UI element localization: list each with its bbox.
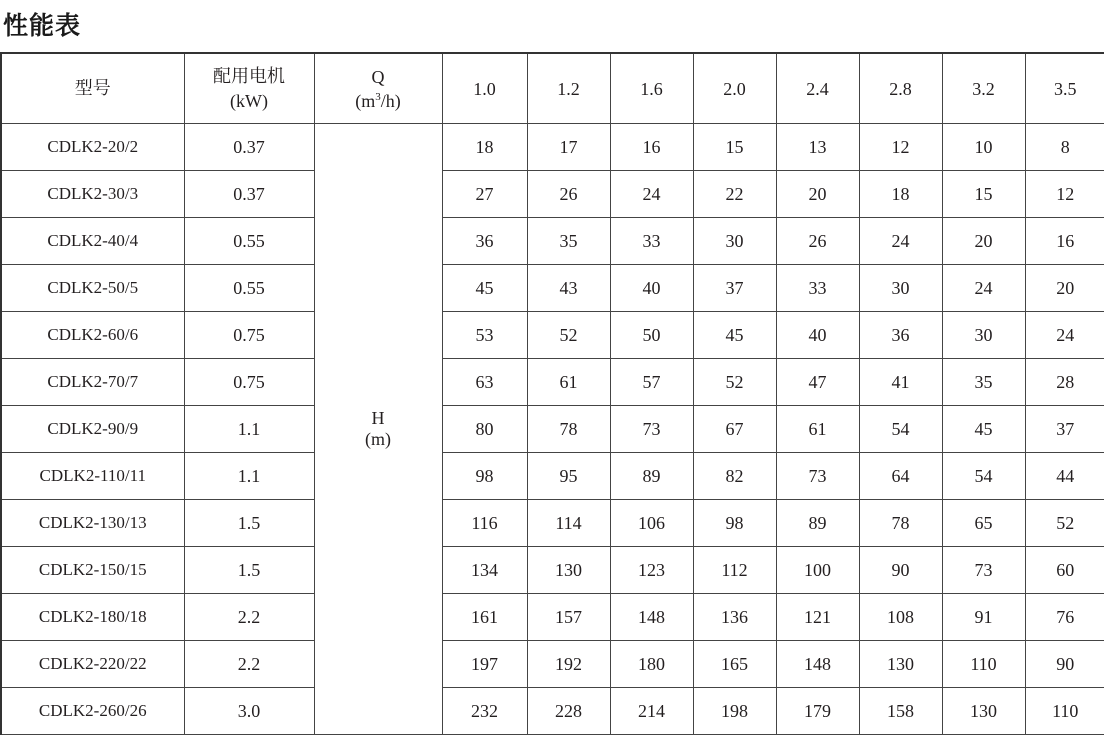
- head-value-cell: 89: [776, 500, 859, 547]
- head-value-cell: 130: [527, 547, 610, 594]
- table-row: [1, 312, 1104, 359]
- performance-table: [0, 52, 1104, 735]
- header-flow-value: 1.2: [527, 53, 610, 124]
- head-value-cell: 12: [1025, 171, 1104, 218]
- head-value-cell: 90: [859, 547, 942, 594]
- motor-power-cell: 0.55: [184, 218, 314, 265]
- head-value-cell: 37: [1025, 406, 1104, 453]
- head-value-cell: 130: [859, 641, 942, 688]
- motor-power-cell: 0.37: [184, 124, 314, 171]
- head-value-cell: 60: [1025, 547, 1104, 594]
- head-value-cell: 36: [442, 218, 527, 265]
- head-value-cell: 82: [693, 453, 776, 500]
- head-value-cell: 50: [610, 312, 693, 359]
- head-value-cell: 24: [859, 218, 942, 265]
- head-value-cell: 16: [610, 124, 693, 171]
- head-value-cell: 47: [776, 359, 859, 406]
- head-value-cell: 114: [527, 500, 610, 547]
- header-flow-value: 3.5: [1025, 53, 1104, 124]
- head-value-cell: 73: [776, 453, 859, 500]
- head-value-cell: 78: [859, 500, 942, 547]
- header-flow-unit: $(m^3/h)$: [355, 90, 401, 111]
- header-motor-unit: (kW): [230, 90, 268, 111]
- model-cell: CDLK2-150/15: [1, 547, 184, 594]
- head-value-cell: 64: [859, 453, 942, 500]
- motor-power-cell: 0.75: [184, 312, 314, 359]
- head-value-cell: 8: [1025, 124, 1104, 171]
- head-value-cell: 27: [442, 171, 527, 218]
- head-value-cell: 54: [942, 453, 1025, 500]
- header-motor-power: [184, 53, 314, 124]
- header-flow-symbol: Q: [371, 66, 385, 87]
- head-value-cell: 45: [942, 406, 1025, 453]
- head-value-cell: 37: [693, 265, 776, 312]
- head-value-cell: 20: [942, 218, 1025, 265]
- head-value-cell: 57: [610, 359, 693, 406]
- head-value-cell: 106: [610, 500, 693, 547]
- header-flow-value: 3.2: [942, 53, 1025, 124]
- head-value-cell: 98: [693, 500, 776, 547]
- head-value-cell: 36: [859, 312, 942, 359]
- table-row: [1, 547, 1104, 594]
- head-value-cell: 44: [1025, 453, 1104, 500]
- head-value-cell: 76: [1025, 594, 1104, 641]
- head-value-cell: 121: [776, 594, 859, 641]
- model-cell: CDLK2-90/9: [1, 406, 184, 453]
- head-value-cell: 20: [776, 171, 859, 218]
- table-row: [1, 406, 1104, 453]
- head-value-cell: 24: [610, 171, 693, 218]
- motor-power-cell: 1.5: [184, 547, 314, 594]
- head-value-cell: 110: [1025, 688, 1104, 735]
- head-value-cell: 148: [610, 594, 693, 641]
- head-value-cell: 179: [776, 688, 859, 735]
- table-row: [1, 124, 1104, 171]
- head-value-cell: 18: [442, 124, 527, 171]
- head-value-cell: 26: [527, 171, 610, 218]
- header-flow: [314, 53, 442, 124]
- head-value-cell: 136: [693, 594, 776, 641]
- table-row: [1, 688, 1104, 735]
- motor-power-cell: 3.0: [184, 688, 314, 735]
- head-value-cell: 180: [610, 641, 693, 688]
- head-value-cell: 78: [527, 406, 610, 453]
- motor-power-cell: 0.55: [184, 265, 314, 312]
- head-value-cell: 10: [942, 124, 1025, 171]
- model-cell: CDLK2-260/26: [1, 688, 184, 735]
- head-value-cell: 100: [776, 547, 859, 594]
- head-value-cell: 98: [442, 453, 527, 500]
- table-row: [1, 265, 1104, 312]
- table-row: [1, 218, 1104, 265]
- head-value-cell: 12: [859, 124, 942, 171]
- head-value-cell: 53: [442, 312, 527, 359]
- head-value-cell: 54: [859, 406, 942, 453]
- head-value-cell: 33: [610, 218, 693, 265]
- model-cell: CDLK2-110/11: [1, 453, 184, 500]
- head-value-cell: 130: [942, 688, 1025, 735]
- head-value-cell: 30: [859, 265, 942, 312]
- table-row: [1, 641, 1104, 688]
- head-value-cell: 28: [1025, 359, 1104, 406]
- header-flow-value: 1.6: [610, 53, 693, 124]
- model-cell: CDLK2-40/4: [1, 218, 184, 265]
- table-row: [1, 453, 1104, 500]
- head-value-cell: 161: [442, 594, 527, 641]
- head-value-cell: 112: [693, 547, 776, 594]
- head-value-cell: 15: [942, 171, 1025, 218]
- head-value-cell: 134: [442, 547, 527, 594]
- header-row: [1, 53, 1104, 124]
- head-value-cell: 214: [610, 688, 693, 735]
- head-value-cell: 61: [776, 406, 859, 453]
- table-row: [1, 359, 1104, 406]
- head-value-cell: 18: [859, 171, 942, 218]
- model-cell: CDLK2-60/6: [1, 312, 184, 359]
- head-value-cell: 61: [527, 359, 610, 406]
- motor-power-cell: 0.75: [184, 359, 314, 406]
- model-cell: CDLK2-180/18: [1, 594, 184, 641]
- header-flow-value: 2.8: [859, 53, 942, 124]
- head-value-cell: 13: [776, 124, 859, 171]
- head-value-cell: 165: [693, 641, 776, 688]
- head-value-cell: 148: [776, 641, 859, 688]
- header-motor-label: 配用电机: [213, 65, 285, 87]
- head-value-cell: 89: [610, 453, 693, 500]
- model-cell: CDLK2-130/13: [1, 500, 184, 547]
- header-flow-value: 1.0: [442, 53, 527, 124]
- head-value-cell: 95: [527, 453, 610, 500]
- page-title: 性能表: [3, 11, 82, 40]
- head-value-cell: 17: [527, 124, 610, 171]
- motor-power-cell: 1.1: [184, 406, 314, 453]
- head-value-cell: 228: [527, 688, 610, 735]
- head-value-cell: 90: [1025, 641, 1104, 688]
- head-unit: (m): [365, 429, 391, 449]
- head-value-cell: 40: [610, 265, 693, 312]
- header-flow-value: 2.4: [776, 53, 859, 124]
- head-value-cell: 192: [527, 641, 610, 688]
- model-cell: CDLK2-50/5: [1, 265, 184, 312]
- head-value-cell: 35: [942, 359, 1025, 406]
- head-value-cell: 198: [693, 688, 776, 735]
- head-value-cell: 24: [942, 265, 1025, 312]
- head-value-cell: 63: [442, 359, 527, 406]
- head-value-cell: 52: [527, 312, 610, 359]
- model-cell: CDLK2-220/22: [1, 641, 184, 688]
- head-value-cell: 91: [942, 594, 1025, 641]
- head-value-cell: 80: [442, 406, 527, 453]
- model-cell: CDLK2-30/3: [1, 171, 184, 218]
- head-value-cell: 15: [693, 124, 776, 171]
- head-value-cell: 158: [859, 688, 942, 735]
- head-value-cell: 33: [776, 265, 859, 312]
- head-label-cell: [314, 124, 442, 735]
- head-value-cell: 16: [1025, 218, 1104, 265]
- head-value-cell: 65: [942, 500, 1025, 547]
- head-value-cell: 43: [527, 265, 610, 312]
- table-row: [1, 500, 1104, 547]
- table-row: [1, 171, 1104, 218]
- motor-power-cell: 1.5: [184, 500, 314, 547]
- head-value-cell: 110: [942, 641, 1025, 688]
- head-symbol: H: [371, 408, 385, 428]
- head-value-cell: 26: [776, 218, 859, 265]
- head-value-cell: 30: [693, 218, 776, 265]
- head-value-cell: 123: [610, 547, 693, 594]
- motor-power-cell: 1.1: [184, 453, 314, 500]
- head-value-cell: 73: [942, 547, 1025, 594]
- head-value-cell: 67: [693, 406, 776, 453]
- motor-power-cell: 2.2: [184, 641, 314, 688]
- table-row: [1, 594, 1104, 641]
- head-value-cell: 197: [442, 641, 527, 688]
- head-value-cell: 45: [442, 265, 527, 312]
- header-flow-value: 2.0: [693, 53, 776, 124]
- head-value-cell: 52: [1025, 500, 1104, 547]
- head-value-cell: 73: [610, 406, 693, 453]
- head-value-cell: 24: [1025, 312, 1104, 359]
- motor-power-cell: 0.37: [184, 171, 314, 218]
- head-value-cell: 45: [693, 312, 776, 359]
- model-cell: CDLK2-70/7: [1, 359, 184, 406]
- head-value-cell: 116: [442, 500, 527, 547]
- head-value-cell: 40: [776, 312, 859, 359]
- head-value-cell: 22: [693, 171, 776, 218]
- head-value-cell: 157: [527, 594, 610, 641]
- motor-power-cell: 2.2: [184, 594, 314, 641]
- head-value-cell: 52: [693, 359, 776, 406]
- model-cell: CDLK2-20/2: [1, 124, 184, 171]
- head-value-cell: 232: [442, 688, 527, 735]
- head-value-cell: 41: [859, 359, 942, 406]
- head-value-cell: 20: [1025, 265, 1104, 312]
- head-value-cell: 108: [859, 594, 942, 641]
- head-value-cell: 35: [527, 218, 610, 265]
- head-value-cell: 30: [942, 312, 1025, 359]
- header-model: 型号: [1, 53, 184, 124]
